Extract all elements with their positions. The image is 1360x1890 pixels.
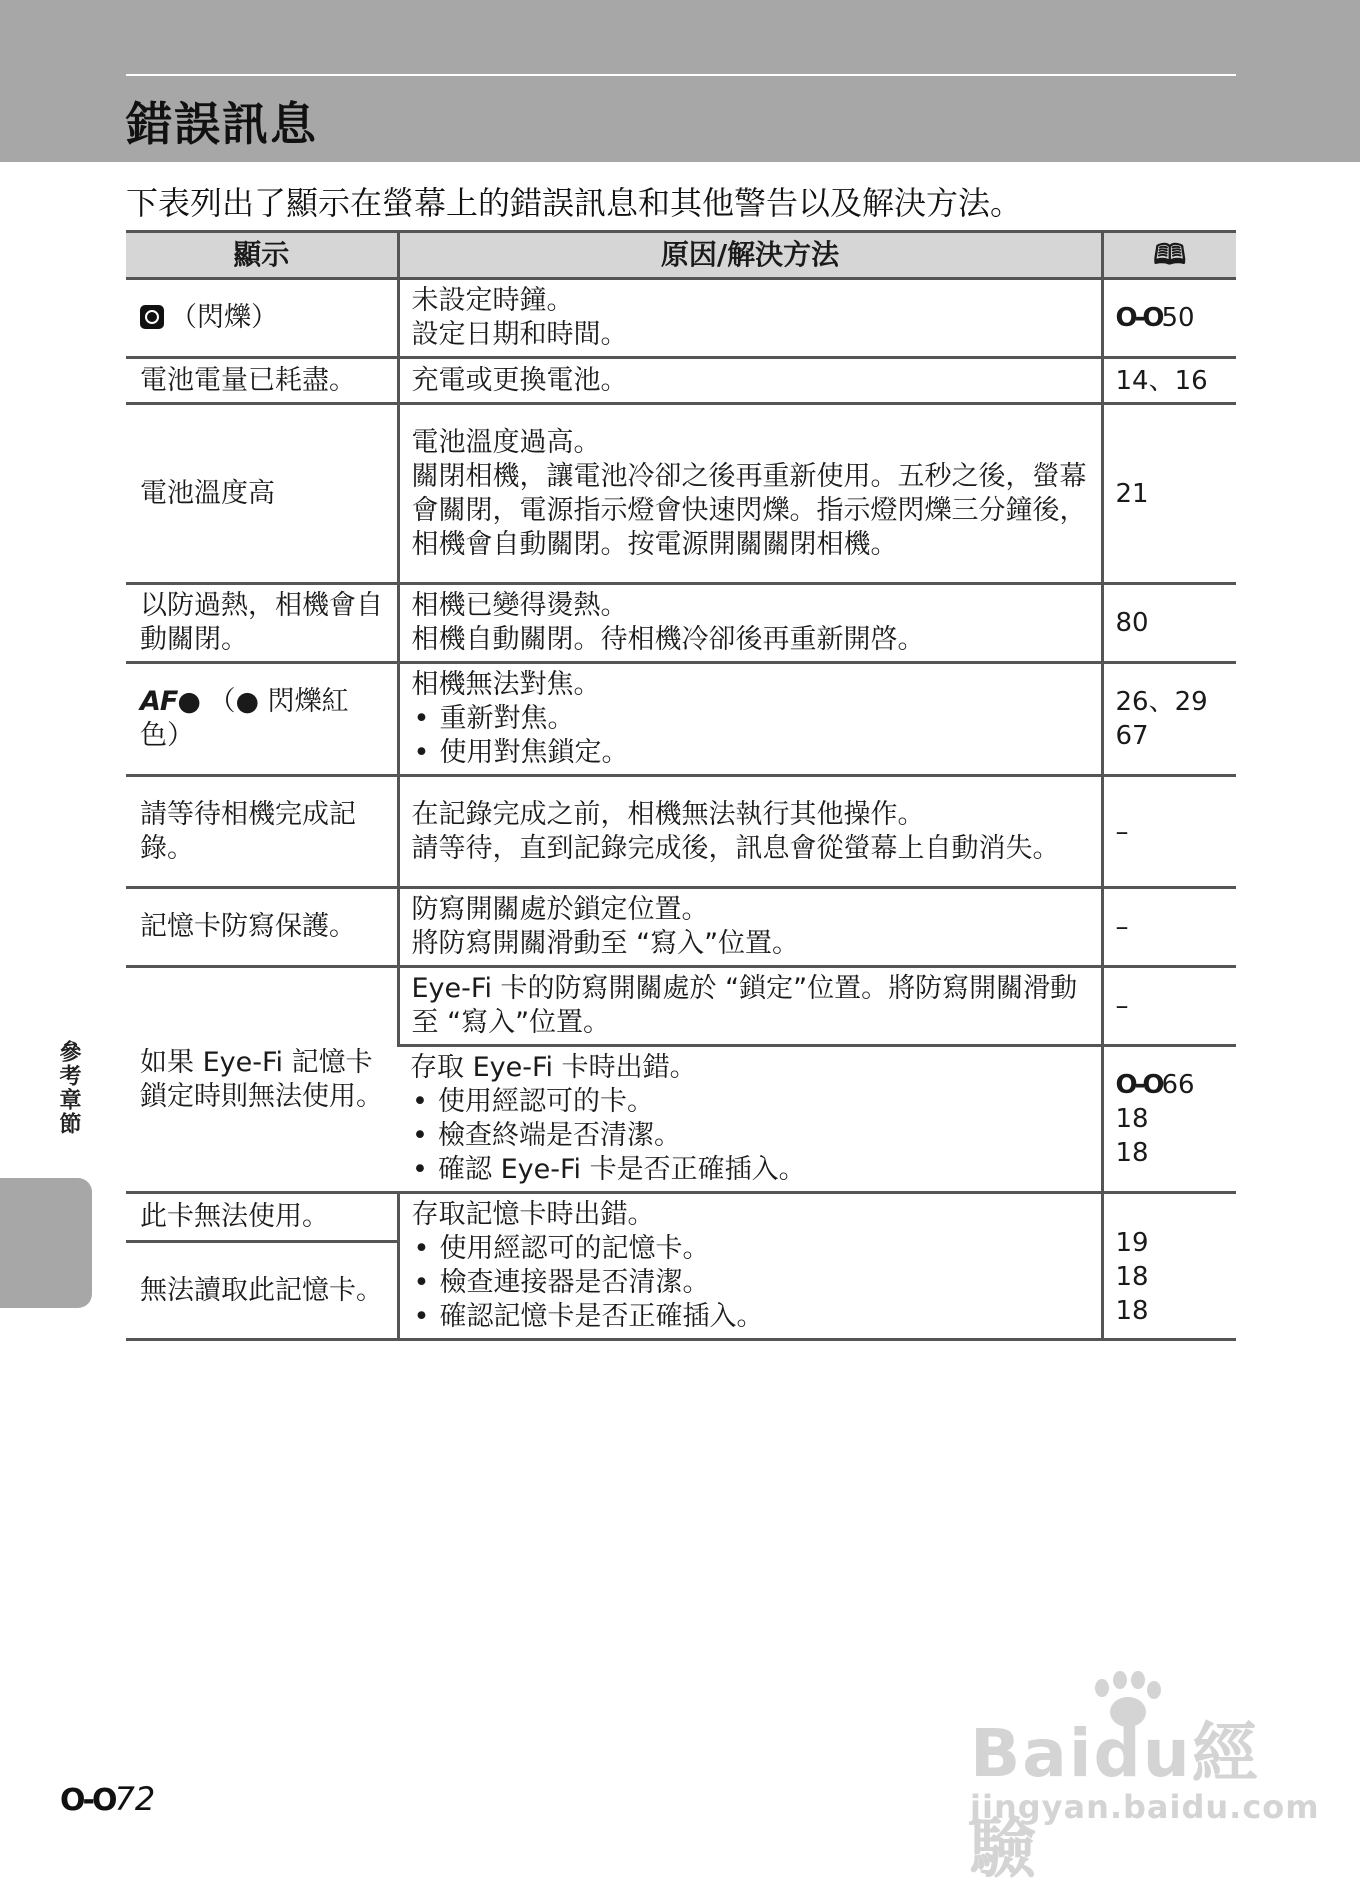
watermark-brand: Baidu經驗 (970, 1715, 1260, 1887)
header-cause: 原因/解決方法 (398, 232, 1102, 279)
bullet-item: • 檢查連接器是否清潔。 (412, 1266, 1091, 1300)
table-row (126, 967, 1236, 1046)
header-rule (126, 74, 1236, 76)
display-cell: 電池電量已耗盡。 (126, 358, 398, 404)
reference-cell[interactable]: 21 (1102, 404, 1236, 584)
display-cell: 以防過熱，相機會自動關閉。 (126, 584, 398, 663)
cause-cell: 未設定時鐘。 設定日期和時間。 (398, 279, 1102, 358)
bullet-item: • 確認記憶卡是否正確插入。 (412, 1300, 1091, 1334)
af-indicator-icon: AF● (140, 686, 200, 717)
table-header-row (126, 232, 1236, 279)
reference-cell: – (1102, 776, 1236, 888)
reference-cell[interactable]: O‑O66 18 18 (1102, 1046, 1236, 1193)
reference-cell[interactable]: 26、29 67 (1102, 663, 1236, 776)
table-row (126, 663, 1236, 776)
table-row (126, 1193, 1236, 1242)
cause-cell: 電池溫度過高。 關閉相機，讓電池冷卻之後再重新使用。五秒之後，螢幕會關閉，電源指示燈會快速閃爍。指示燈閃爍三分鐘後，相機會自動關閉。按電源開關關閉相機。 (398, 404, 1102, 584)
display-cell: 如果 Eye-Fi 記憶卡鎖定時則無法使用。 (126, 967, 398, 1193)
table-row (126, 404, 1236, 584)
page-title: 錯誤訊息 (126, 97, 318, 151)
bullet-item: • 重新對焦。 (412, 702, 1091, 736)
table-row (126, 776, 1236, 888)
watermark-site: jingyan.baidu.com (970, 1788, 1320, 1826)
reference-cell: – (1102, 888, 1236, 967)
header-reference (1102, 232, 1236, 279)
reference-icon: O‑O (1115, 1070, 1162, 1100)
display-cell: AF● （● 閃爍紅色） (126, 663, 398, 776)
reference-cell[interactable]: 14、16 (1102, 358, 1236, 404)
cause-cell: 在記錄完成之前，相機無法執行其他操作。 請等待，直到記錄完成後，訊息會從螢幕上自動消失。 (398, 776, 1102, 888)
display-cell: （閃爍） (126, 279, 398, 358)
reference-icon: O‑O (1115, 303, 1162, 333)
display-cell: 電池溫度高 (126, 404, 398, 584)
side-tab[interactable] (0, 1178, 92, 1308)
reference-cell: – (1102, 967, 1236, 1046)
reference-cell[interactable]: O‑O50 (1102, 279, 1236, 358)
cause-cell: 充電或更換電池。 (398, 358, 1102, 404)
bullet-item: • 確認 Eye-Fi 卡是否正確插入。 (410, 1153, 1091, 1187)
display-cell: 記憶卡防寫保護。 (126, 888, 398, 967)
clock-icon (140, 305, 164, 329)
bullet-item: • 檢查終端是否清潔。 (410, 1119, 1091, 1153)
book-icon: 🕮 (1153, 238, 1187, 271)
header-display: 顯示 (126, 232, 398, 279)
display-cell: 無法讀取此記憶卡。 (126, 1242, 398, 1340)
intro-text: 下表列出了顯示在螢幕上的錯誤訊息和其他警告以及解決方法。 (126, 184, 1023, 222)
page-number: O‑O72 (60, 1780, 156, 1818)
cause-cell: 相機無法對焦。 • 重新對焦。 • 使用對焦鎖定。 (398, 663, 1102, 776)
bullet-item: • 使用經認可的記憶卡。 (412, 1232, 1091, 1266)
cause-cell: 防寫開關處於鎖定位置。 將防寫開關滑動至 “寫入”位置。 (398, 888, 1102, 967)
table-row (126, 888, 1236, 967)
cause-cell: 存取記憶卡時出錯。 • 使用經認可的記憶卡。 • 檢查連接器是否清潔。 • 確認記憶卡是否正確插入。 (398, 1193, 1102, 1340)
reference-cell[interactable]: 19 18 18 (1102, 1193, 1236, 1340)
bullet-item: • 使用經認可的卡。 (410, 1085, 1091, 1119)
table-row (126, 584, 1236, 663)
cause-cell: 相機已變得燙熱。 相機自動關閉。待相機冷卻後再重新開啓。 (398, 584, 1102, 663)
display-cell: 請等待相機完成記錄。 (126, 776, 398, 888)
display-cell: 此卡無法使用。 (126, 1193, 398, 1242)
bullet-item: • 使用對焦鎖定。 (412, 736, 1091, 770)
side-tab-label: 參考章節 (56, 1040, 81, 1136)
cause-cell: 存取 Eye-Fi 卡時出錯。 • 使用經認可的卡。 • 檢查終端是否清潔。 • 確認 Eye-Fi 卡是否正確插入。 (398, 1046, 1102, 1193)
cause-cell: Eye-Fi 卡的防寫開關處於 “鎖定”位置。將防寫開關滑動至 “寫入”位置。 (398, 967, 1102, 1046)
reference-cell[interactable]: 80 (1102, 584, 1236, 663)
reference-icon: O‑O (60, 1783, 115, 1818)
table-row (126, 279, 1236, 358)
error-message-table (126, 230, 1236, 1341)
watermark (960, 1670, 1320, 1887)
table-row (126, 358, 1236, 404)
